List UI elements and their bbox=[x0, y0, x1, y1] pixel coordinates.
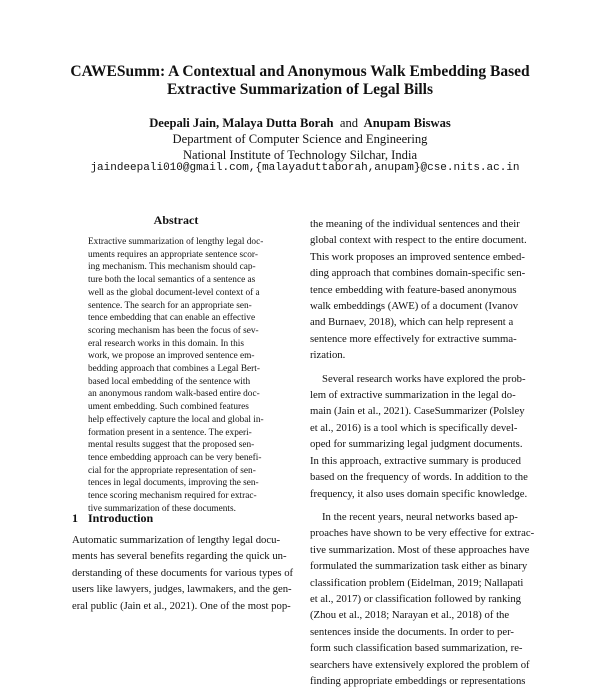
text-line: ing mechanism. This mechanism should cap- bbox=[88, 262, 256, 273]
text-line: sentences inside the documents. In order to per- bbox=[310, 625, 514, 638]
text-line: sentence. The search for an appropriate sen- bbox=[88, 300, 252, 311]
text-line: tences in legal documents, improving the sen- bbox=[88, 478, 259, 489]
text-line: mental results suggest that the proposed sen- bbox=[88, 440, 255, 451]
text-line: eral public (Jain et al., 2021). One of the most pop- bbox=[72, 599, 291, 612]
text-line: ument embedding. Such combined features bbox=[88, 402, 249, 413]
author-department: Department of Computer Science and Engineering bbox=[172, 132, 428, 146]
text-line: proaches have shown to be very effective for extrac- bbox=[310, 527, 535, 540]
author-names bbox=[40, 115, 560, 131]
title-line-1: CAWESumm: A Contextual and Anonymous Walk Embedding Based bbox=[70, 63, 530, 80]
author-institute: National Institute of Technology Silchar, India bbox=[182, 148, 418, 162]
introduction-heading bbox=[72, 511, 153, 526]
section-number: 1 bbox=[72, 511, 78, 525]
text-line: sentence more effectively for extractive summa- bbox=[310, 332, 517, 345]
abstract-body bbox=[88, 236, 268, 515]
text-line: lem of extractive summarization in the legal do- bbox=[310, 389, 516, 402]
text-line: tence scoring mechanism required for extrac- bbox=[88, 491, 257, 502]
abstract-heading: Abstract bbox=[153, 213, 199, 227]
text-line: classification problem (Eidelman, 2019; Nallapati bbox=[310, 576, 524, 589]
text-line: tence embedding that can enable an effective bbox=[88, 313, 256, 324]
right-column-paragraph-3 bbox=[310, 509, 536, 689]
author-and: and bbox=[339, 116, 359, 130]
text-line: This work proposes an improved sentence embed- bbox=[310, 250, 525, 263]
text-line: ments has several benefits regarding the quick un- bbox=[72, 550, 287, 563]
text-line: Automatic summarization of lengthy legal docu- bbox=[72, 534, 281, 546]
text-line: frequency, it also uses domain specific knowledge. bbox=[310, 487, 528, 500]
text-line: tence embedding with feature-based anonymous bbox=[310, 283, 517, 296]
text-line: et al., 2016) is a tool which is specifically devel- bbox=[310, 421, 518, 434]
text-line: scoring mechanism has been the focus of sev- bbox=[88, 325, 259, 336]
author-emails: jaindeepali010@gmail.com,{malayaduttaborah,anupam}@cse.nits.ac.in bbox=[90, 162, 520, 174]
text-line: rization. bbox=[310, 349, 346, 362]
text-line: bedding approach that combines a Legal Bert- bbox=[88, 364, 260, 375]
text-line: (Zhou et al., 2018; Narayan et al., 2018) of the bbox=[310, 609, 510, 622]
text-line: Extractive summarization of lengthy legal doc- bbox=[88, 237, 264, 247]
text-line: the meaning of the individual sentences and their bbox=[310, 218, 520, 230]
text-line: cial for the appropriate representation of sen- bbox=[88, 465, 256, 476]
text-line: oped for summarizing legal judgment documents. bbox=[310, 438, 523, 451]
text-line: walk embeddings (AWE) of a document (Ivanov bbox=[310, 300, 519, 313]
text-line: based local embedding of the sentence with bbox=[88, 376, 251, 387]
paper-title bbox=[40, 63, 560, 99]
text-line: et al., 2017) or classification followed by ranking bbox=[310, 592, 522, 605]
text-line: finding appropriate embeddings or representations bbox=[310, 674, 526, 687]
author-block bbox=[40, 115, 560, 163]
text-line: an anonymous random walk-based entire doc- bbox=[88, 389, 260, 400]
text-line: form such classification based summarization, re- bbox=[310, 642, 523, 655]
text-line: tence embedding approach can be very benefi- bbox=[88, 452, 262, 463]
right-column-paragraph-2 bbox=[310, 371, 536, 502]
text-line: tive summarization of these documents. bbox=[88, 503, 236, 514]
introduction-body bbox=[72, 532, 298, 614]
text-line: ding approach that combines domain-specific sen- bbox=[310, 267, 526, 280]
text-line: Several research works have explored the prob- bbox=[322, 372, 526, 385]
text-line: ture both the local semantics of a sentence as bbox=[88, 275, 256, 286]
section-title: Introduction bbox=[88, 511, 154, 525]
text-line: based on the frequency of words. In addition to the bbox=[310, 471, 528, 484]
text-line: derstanding of these documents for various types of bbox=[72, 566, 294, 579]
text-line: global context with respect to the entire document. bbox=[310, 234, 527, 247]
author-names-part-2: Anupam Biswas bbox=[363, 116, 451, 130]
text-line: formulated the summarization task either as binary bbox=[310, 560, 528, 573]
text-line: tive summarization. Most of these approaches have bbox=[310, 543, 530, 556]
title-line-2: Extractive Summarization of Legal Bills bbox=[166, 81, 434, 98]
author-names-part-1: Deepali Jain, Malaya Dutta Borah bbox=[149, 116, 334, 130]
text-line: formation present in a sentence. The experi- bbox=[88, 427, 252, 438]
text-line: help effectively capture the local and global in- bbox=[88, 414, 264, 425]
text-line: eral research works in this domain. In this bbox=[88, 338, 244, 349]
text-line: In the recent years, neural networks based ap- bbox=[322, 510, 518, 523]
text-line: In this approach, extractive summary is produced bbox=[310, 454, 522, 467]
text-line: uments requires an appropriate sentence scor- bbox=[88, 249, 258, 260]
text-line: main (Jain et al., 2021). CaseSummarizer (Polsley bbox=[310, 405, 525, 418]
right-column bbox=[310, 216, 536, 689]
text-line: and Burnaev, 2018), which can help represent a bbox=[310, 316, 514, 329]
text-line: searchers have extensively explored the problem of bbox=[310, 658, 530, 671]
text-line: work, we propose an improved sentence em- bbox=[88, 351, 255, 362]
text-line: well as the global document-level context of a bbox=[88, 287, 260, 298]
text-line: users like lawyers, judges, lawmakers, and the gen- bbox=[72, 583, 292, 596]
right-column-paragraph-1 bbox=[310, 216, 536, 364]
